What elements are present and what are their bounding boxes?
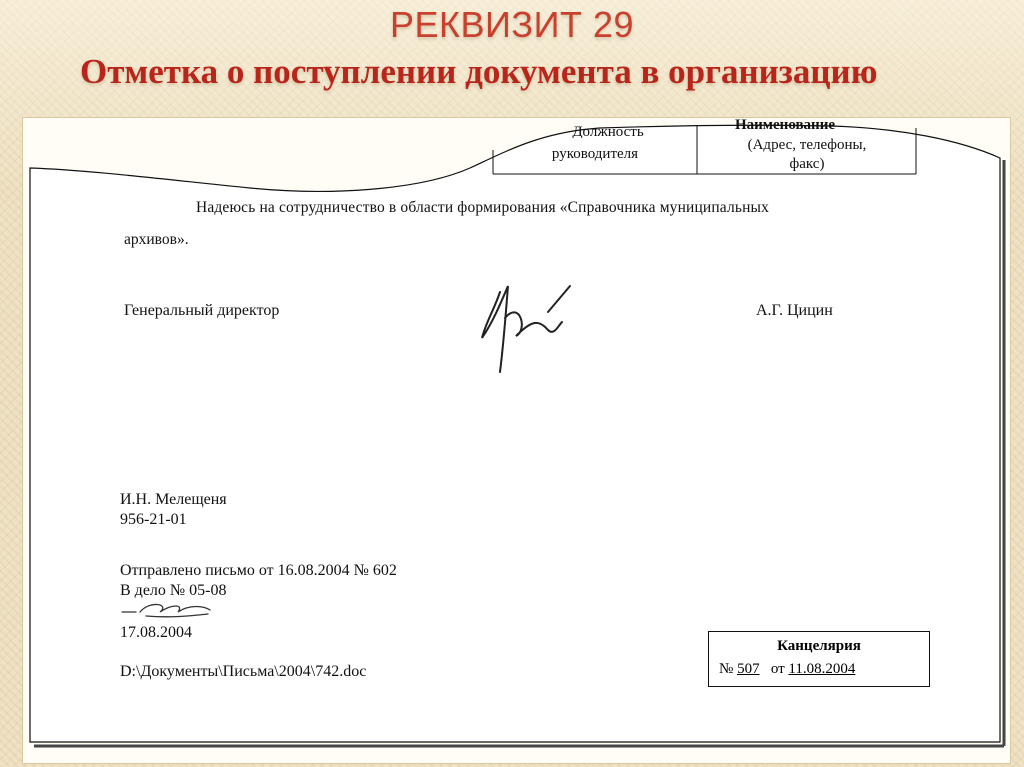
- header-contacts-line2: факс): [789, 156, 825, 172]
- registration-number-prefix: №: [719, 661, 734, 677]
- body-paragraph-line2: архивов».: [124, 231, 189, 248]
- header-position-partial: Должность: [572, 124, 644, 138]
- signer-position: Генеральный директор: [124, 302, 280, 319]
- registration-stamp-line: [719, 661, 855, 678]
- file-path: D:\Документы\Письма\2004\742.doc: [120, 663, 367, 680]
- registration-stamp-title: Канцелярия: [777, 638, 861, 654]
- header-contacts-line1: (Адрес, телефоны,: [747, 137, 867, 153]
- registration-stamp: [708, 631, 930, 687]
- slide-title: РЕКВИЗИТ 29: [389, 4, 635, 45]
- registration-date: 11.08.2004: [788, 661, 856, 677]
- body-paragraph-line1: Надеюсь на сотрудничество в области формирования «Справочника муниципальных: [196, 199, 769, 216]
- header-position-label: руководителя: [551, 146, 639, 162]
- file-note: В дело № 05-08: [120, 582, 227, 599]
- file-date: 17.08.2004: [120, 624, 192, 641]
- registration-from-word: от: [770, 661, 785, 677]
- registration-number: 507: [737, 661, 760, 677]
- executor-phone: 956-21-01: [120, 511, 187, 528]
- header-contacts-partial: Наименование: [735, 117, 835, 129]
- signer-name: А.Г. Цицин: [756, 302, 833, 319]
- executor-name: И.Н. Мелещеня: [120, 491, 227, 508]
- slide-subtitle: Отметка о поступлении документа в организацию: [80, 52, 878, 91]
- sent-letter-note: Отправлено письмо от 16.08.2004 № 602: [120, 562, 397, 579]
